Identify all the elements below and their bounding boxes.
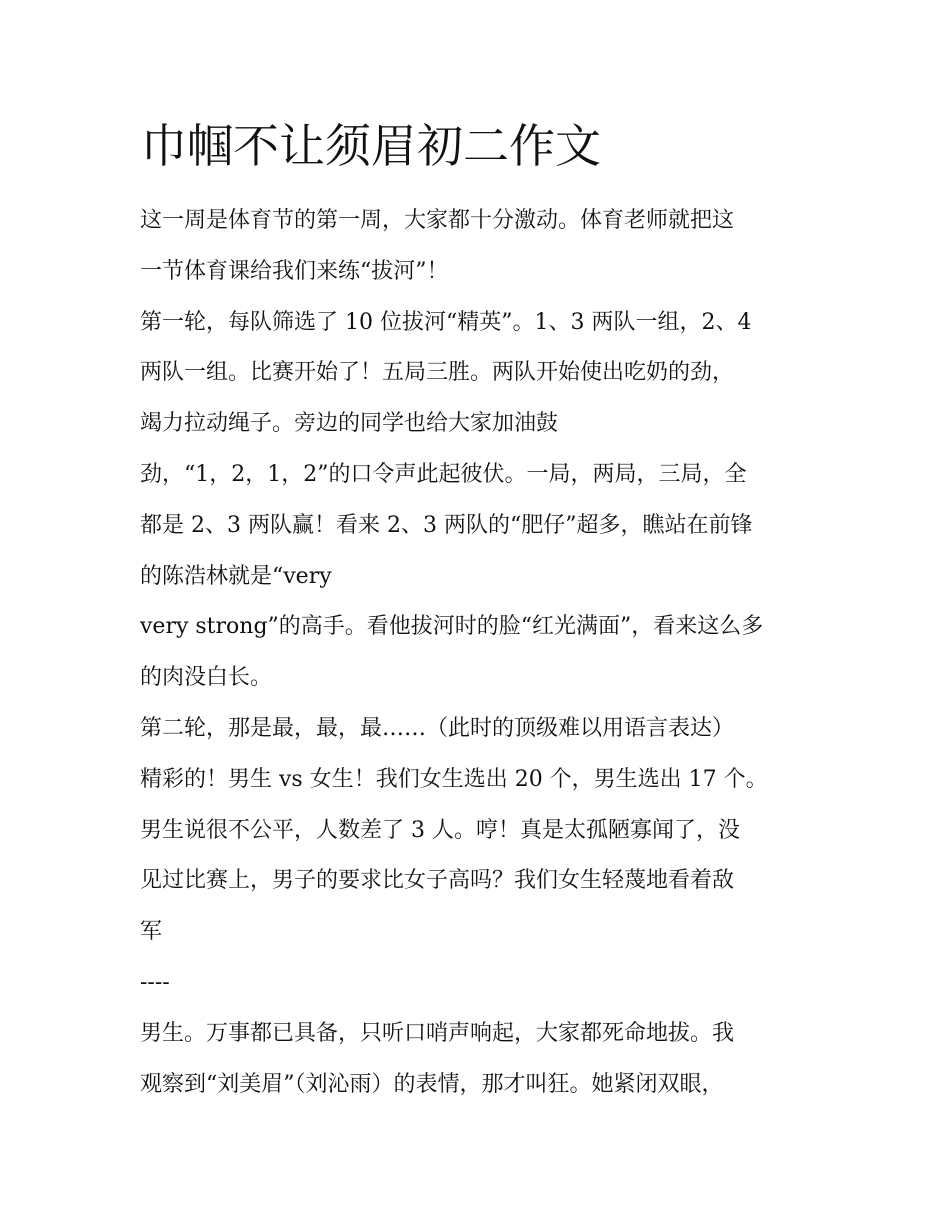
- body-line: 男生。万事都已具备，只听口哨声响起，大家都死命地拔。我: [140, 1020, 735, 1046]
- body-line: 的肉没白长。: [140, 665, 273, 691]
- document-body: [140, 196, 830, 1110]
- body-line: 竭力拉动绳子。旁边的同学也给大家加油鼓: [140, 411, 559, 437]
- body-line: 第一轮，每队筛选了 10 位拔河“精英”。1、3 两队一组，2、4: [140, 309, 752, 335]
- body-line: 劲，“1，2，1，2”的口令声此起彼伏。一局，两局，三局，全: [140, 461, 747, 487]
- body-line: 军: [140, 919, 163, 945]
- body-line: 这一周是体育节的第一周，大家都十分激动。体育老师就把这: [140, 208, 735, 233]
- document-title: 巾帼不让须眉初二作文: [141, 119, 601, 173]
- body-line: 两队一组。比赛开始了！五局三胜。两队开始使出吃奶的劲，: [140, 360, 735, 386]
- body-line: 一节体育课给我们来练“拔河”！: [140, 258, 449, 284]
- section-divider: ----: [140, 969, 170, 995]
- body-line: 观察到“刘美眉”（刘沁雨）的表情，那才叫狂。她紧闭双眼，: [140, 1071, 724, 1097]
- body-line: 的陈浩林就是“very: [140, 563, 332, 589]
- body-line: 见过比赛上，男子的要求比女子高吗？我们女生轻蔑地看着敌: [140, 868, 735, 894]
- body-line: 都是 2、3 两队赢！看来 2、3 两队的“肥仔”超多，瞧站在前锋: [140, 512, 753, 538]
- body-line: 精彩的！男生 vs 女生！我们女生选出 20 个，男生选出 17 个。: [140, 766, 768, 792]
- body-line: very strong”的高手。看他拔河时的脸“红光满面”，看来这么多: [140, 614, 764, 640]
- body-line: 男生说很不公平，人数差了 3 人。哼！真是太孤陋寡闻了，没: [140, 817, 740, 843]
- body-line: 第二轮，那是最，最，最……（此时的顶级难以用语言表达）: [140, 715, 735, 741]
